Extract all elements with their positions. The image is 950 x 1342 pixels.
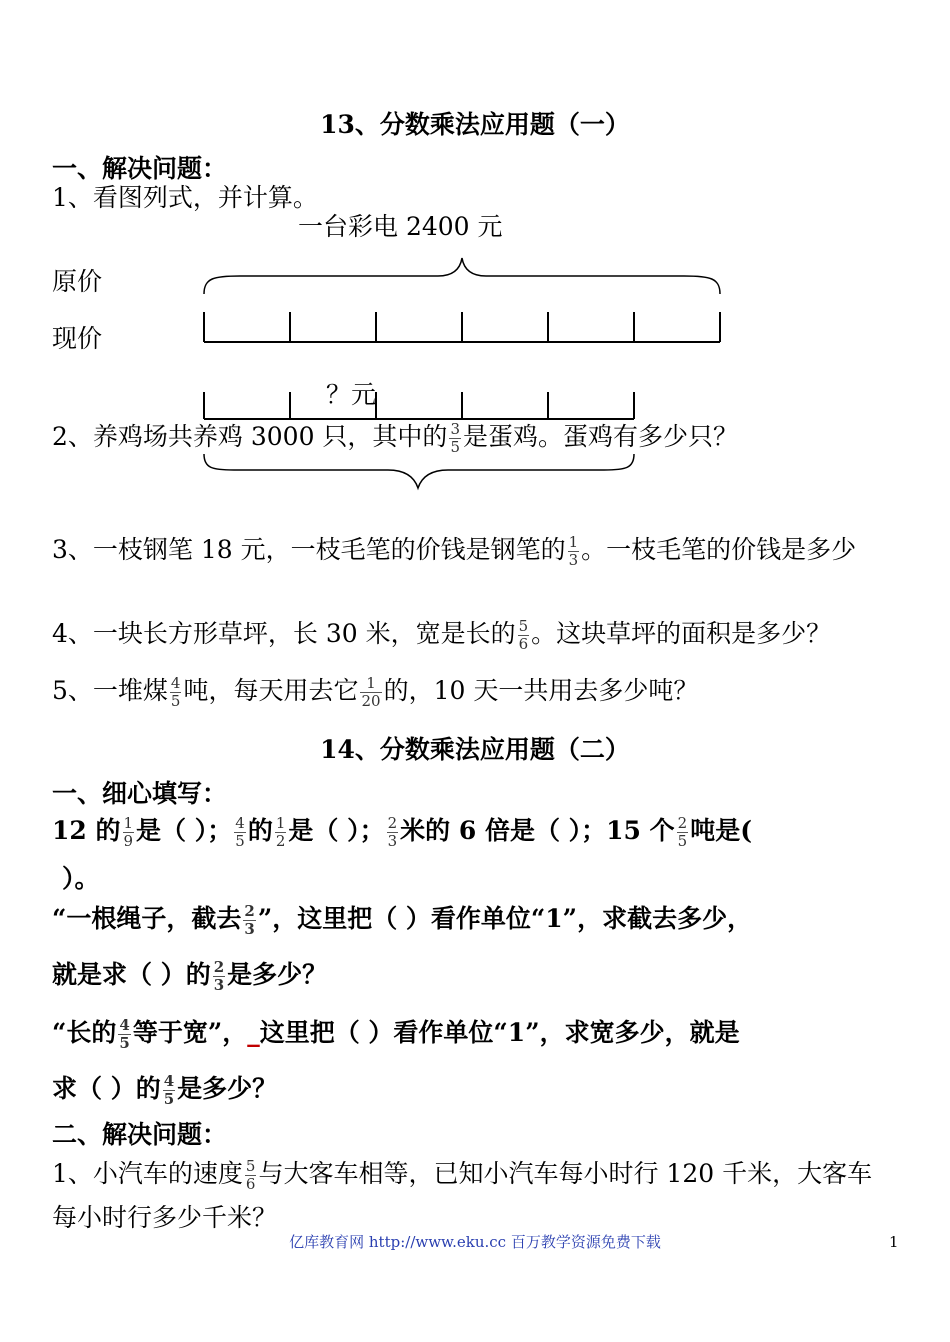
fraction: $\frac{2}{3}$ xyxy=(244,902,255,938)
original-price-brace xyxy=(204,258,720,294)
page-number: 1 xyxy=(889,1233,899,1251)
diagram-question-label: ？元 xyxy=(326,380,377,409)
fill-question-3: “长的 $\frac{4}{5}$ 等于宽”，_这里把（ ）看作单位“1”，求宽多少，就是 xyxy=(52,1016,740,1052)
fraction: $\frac{4}{5}$ xyxy=(235,814,245,850)
fraction: $\frac{5}{6}$ xyxy=(518,617,529,653)
solve-question-1: 1、小汽车的速度 $\frac{5}{6}$ 与大客车相等，已知小汽车每小时行 120 千米，大客车 xyxy=(52,1157,873,1193)
fraction: $\frac{3}{5}$ xyxy=(450,420,460,456)
fill-question-3-cont: 求（ ）的 $\frac{4}{5}$ 是多少？ xyxy=(52,1072,278,1108)
solve-question-1-cont: 每小时行多少千米？ xyxy=(52,1203,278,1232)
fill-question-1: 12 的 $\frac{1}{9}$ 是（ ）； $\frac{4}{5}$ 的 $\frac{1}{2}$ 是（ ）； $\frac{2}{3}$ 米的 6 倍是（ ）；15 个 $\frac{2}{5}$ 吨是( xyxy=(52,814,753,850)
current-price-brace xyxy=(204,454,634,488)
section-14-heading-2: 二、解决问题： xyxy=(52,1120,228,1149)
question-2: 2、养鸡场共养鸡 3000 只，其中的 $\frac{3}{5}$ 是蛋鸡。蛋鸡有多少只？ xyxy=(52,420,738,456)
diagram-current-label: 现价 xyxy=(52,324,103,353)
fill-question-2: “一根绳子，截去 $\frac{2}{3}$ ”，这里把（ ）看作单位“1”，求截去多少， xyxy=(52,902,753,938)
section-14-title: 14、分数乘法应用题（二） xyxy=(320,735,630,764)
original-price-bar xyxy=(204,312,720,342)
current-price-bar xyxy=(204,392,634,419)
question-1: 1、看图列式，并计算。 xyxy=(52,183,318,212)
fraction: $\frac{2}{5}$ xyxy=(677,814,688,850)
fraction: $\frac{4}{5}$ xyxy=(170,674,181,710)
fraction: $\frac{1}{2}$ xyxy=(275,814,286,850)
diagram-original-label: 原价 xyxy=(52,267,103,296)
fill-question-2-cont: 就是求（ ）的 $\frac{2}{3}$ 是多少？ xyxy=(52,958,328,994)
diagram-top-label: 一台彩电 2400 元 xyxy=(298,212,503,241)
red-underscore-mark: _ xyxy=(247,1018,260,1047)
fraction: $\frac{1}{20}$ xyxy=(361,674,381,710)
section-13-heading: 一、解决问题： xyxy=(52,154,228,183)
fraction: $\frac{1}{3}$ xyxy=(568,533,579,569)
question-4: 4、一块长方形草坪，长 30 米，宽是长的 $\frac{5}{6}$ 。这块草坪的面积是多少？ xyxy=(52,617,832,653)
section-14-heading-1: 一、细心填写： xyxy=(52,779,228,808)
fraction: $\frac{4}{5}$ xyxy=(119,1016,130,1052)
section-13-title: 13、分数乘法应用题（一） xyxy=(320,110,630,139)
fraction: $\frac{5}{6}$ xyxy=(245,1157,256,1193)
fraction: $\frac{2}{3}$ xyxy=(387,814,398,850)
fraction: $\frac{1}{9}$ xyxy=(123,814,134,850)
footer-text: 亿库教育网 http://www.eku.cc 百万教学资源免费下载 xyxy=(289,1233,661,1251)
question-5: 5、一堆煤 $\frac{4}{5}$ 吨，每天用去它 $\frac{1}{20}$ 的，10 天一共用去多少吨？ xyxy=(52,674,699,710)
fraction: $\frac{2}{3}$ xyxy=(213,958,225,994)
fraction: $\frac{4}{5}$ xyxy=(163,1072,175,1108)
fill-question-1-cont: ）。 xyxy=(62,864,100,893)
question-3: 3、一枝钢笔 18 元，一枝毛笔的价钱是钢笔的 $\frac{1}{3}$ 。一枝毛笔的价钱是多少 xyxy=(52,533,857,569)
